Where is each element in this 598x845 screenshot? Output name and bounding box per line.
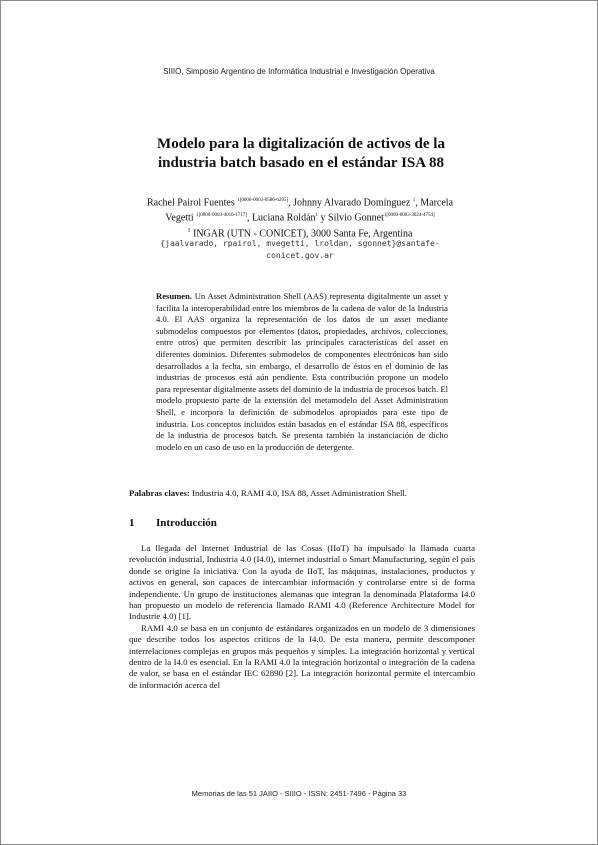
abstract-text: Un Asset Administration Shell (AAS) representa digitalmente un asset y facilita la interoperabilidad entre los miembros de la cadena de valor de la Industria 4.0. El AAS organiza la representación de los datos de un asset mediante submodelos compuestos por elementos (datos, propiedades, archivos, colecciones, entre otros) que permiten describir las principales características del asset en diferentes dominios. Diferentes submodelos de componentes electrónicos han sido desarrollados a la fecha, sin embargo, el desarrollo de éstos en el dominio de las industrias de procesos está aún pendiente. Esta contribución propone un modelo para representar digitalmente assets del dominio de la industria de procesos batch. El modelo propuesto parte de la extensión del metamodelo del Asset Administration Shell, e incorpora la definición de submodelos apropiados para este tipo de industria. Los conceptos incluidos están basados en el estándar ISA 88, específicos de la industria de procesos batch. Se presenta también la instanciación de dicho modelo en un caso de uso en la producción de detergente. — [156, 291, 448, 452]
section-body — [129, 543, 475, 691]
affiliation-text: INGAR (UTN - CONICET), 3000 Santa Fe, Argentina — [190, 228, 413, 240]
author-orcid: 1[0000-0003-3024-4754] — [383, 213, 435, 219]
emails-line-1: {jaalvarado, rpairol, mvegetti, lroldan, sgonnet}@santafe- — [160, 239, 440, 248]
author-list — [129, 194, 471, 225]
affiliation-marker: 1 — [187, 228, 191, 234]
author-name: Vegetti — [165, 212, 197, 224]
author-name: Luciana Roldán — [251, 212, 316, 224]
running-header: SIIIO, Simposio Argentino de Informática Industrial e Investigación Operativa — [163, 67, 435, 76]
section-title: Introducción — [156, 517, 217, 529]
author-name: Rachel Pairol Fuentes — [146, 197, 238, 209]
keywords — [129, 488, 475, 498]
abstract-label: Resumen. — [156, 291, 193, 301]
running-footer: Memorias de las 51 JAIIO - SIIIO - ISSN: 2451-7496 - Página 33 — [191, 789, 407, 798]
body-paragraph: La llegada del Internet Industrial de las Cosas (IIoT) ha impulsado la llamada cuarta revolución industrial, Industria 4.0 (I4.0), internet industrial o Smart Manufacturing, según el país donde se origine la iniciativa. Con la ayuda de IIoT, las máquinas, instalaciones, productos y activos en general, son capaces de intercambiar información y controlarse entre sí de forma independiente. Un grupo de instituciones alemanas que integran la denominada Plataforma I4.0 han propuesto un modelo de referencia llamado RAMI 4.0 (Reference Architecture Model for Industrie 4.0) [1]. — [129, 543, 475, 622]
author-name: Johnny Alvarado Domínguez — [293, 197, 413, 209]
author-affiliation-marker: 1 — [412, 198, 416, 203]
body-paragraph: RAMI 4.0 se basa en un conjunto de estándares organizados en un modelo de 3 dimensiones que describe todos los aspectos críticos de la I4.0. De esta manera, permite descomponer interrelaciones complejas en grupos más pequeños y simples. La integración horizontal y vertical dentro de la I4.0 es esencial. En la RAMI 4.0 la integración horizontal o integración de la cadena de valor, se basa en el estándar IEC 62890 [2]. La integración horizontal permite el intercambio de información acerca del — [129, 622, 475, 690]
keywords-label: Palabras claves: — [129, 488, 190, 498]
author-separator: , — [288, 197, 294, 209]
section-heading — [129, 517, 217, 529]
author-affiliation-marker: 1 — [315, 213, 319, 219]
paper-title — [111, 135, 491, 173]
paper-title-line-2: industria batch basado en el estándar ISA 88 — [157, 155, 445, 171]
author-emails — [139, 238, 461, 262]
author-separator: , Marcela — [415, 197, 454, 209]
abstract — [156, 291, 448, 453]
author-orcid: 1[0000-0003-0586-6295] — [237, 198, 289, 203]
keywords-text: Industria 4.0, RAMI 4.0, ISA 88, Asset Administration Shell. — [189, 488, 408, 498]
paper-title-line-1: Modelo para la digitalización de activos de la — [157, 136, 445, 152]
author-separator: , — [246, 212, 252, 224]
section-number: 1 — [129, 517, 135, 529]
emails-line-2: conicet.gov.ar — [266, 251, 334, 260]
author-name: y Silvio Gonnet — [318, 212, 384, 224]
author-orcid: 1[0000-0003-4016-1717] — [196, 213, 247, 219]
